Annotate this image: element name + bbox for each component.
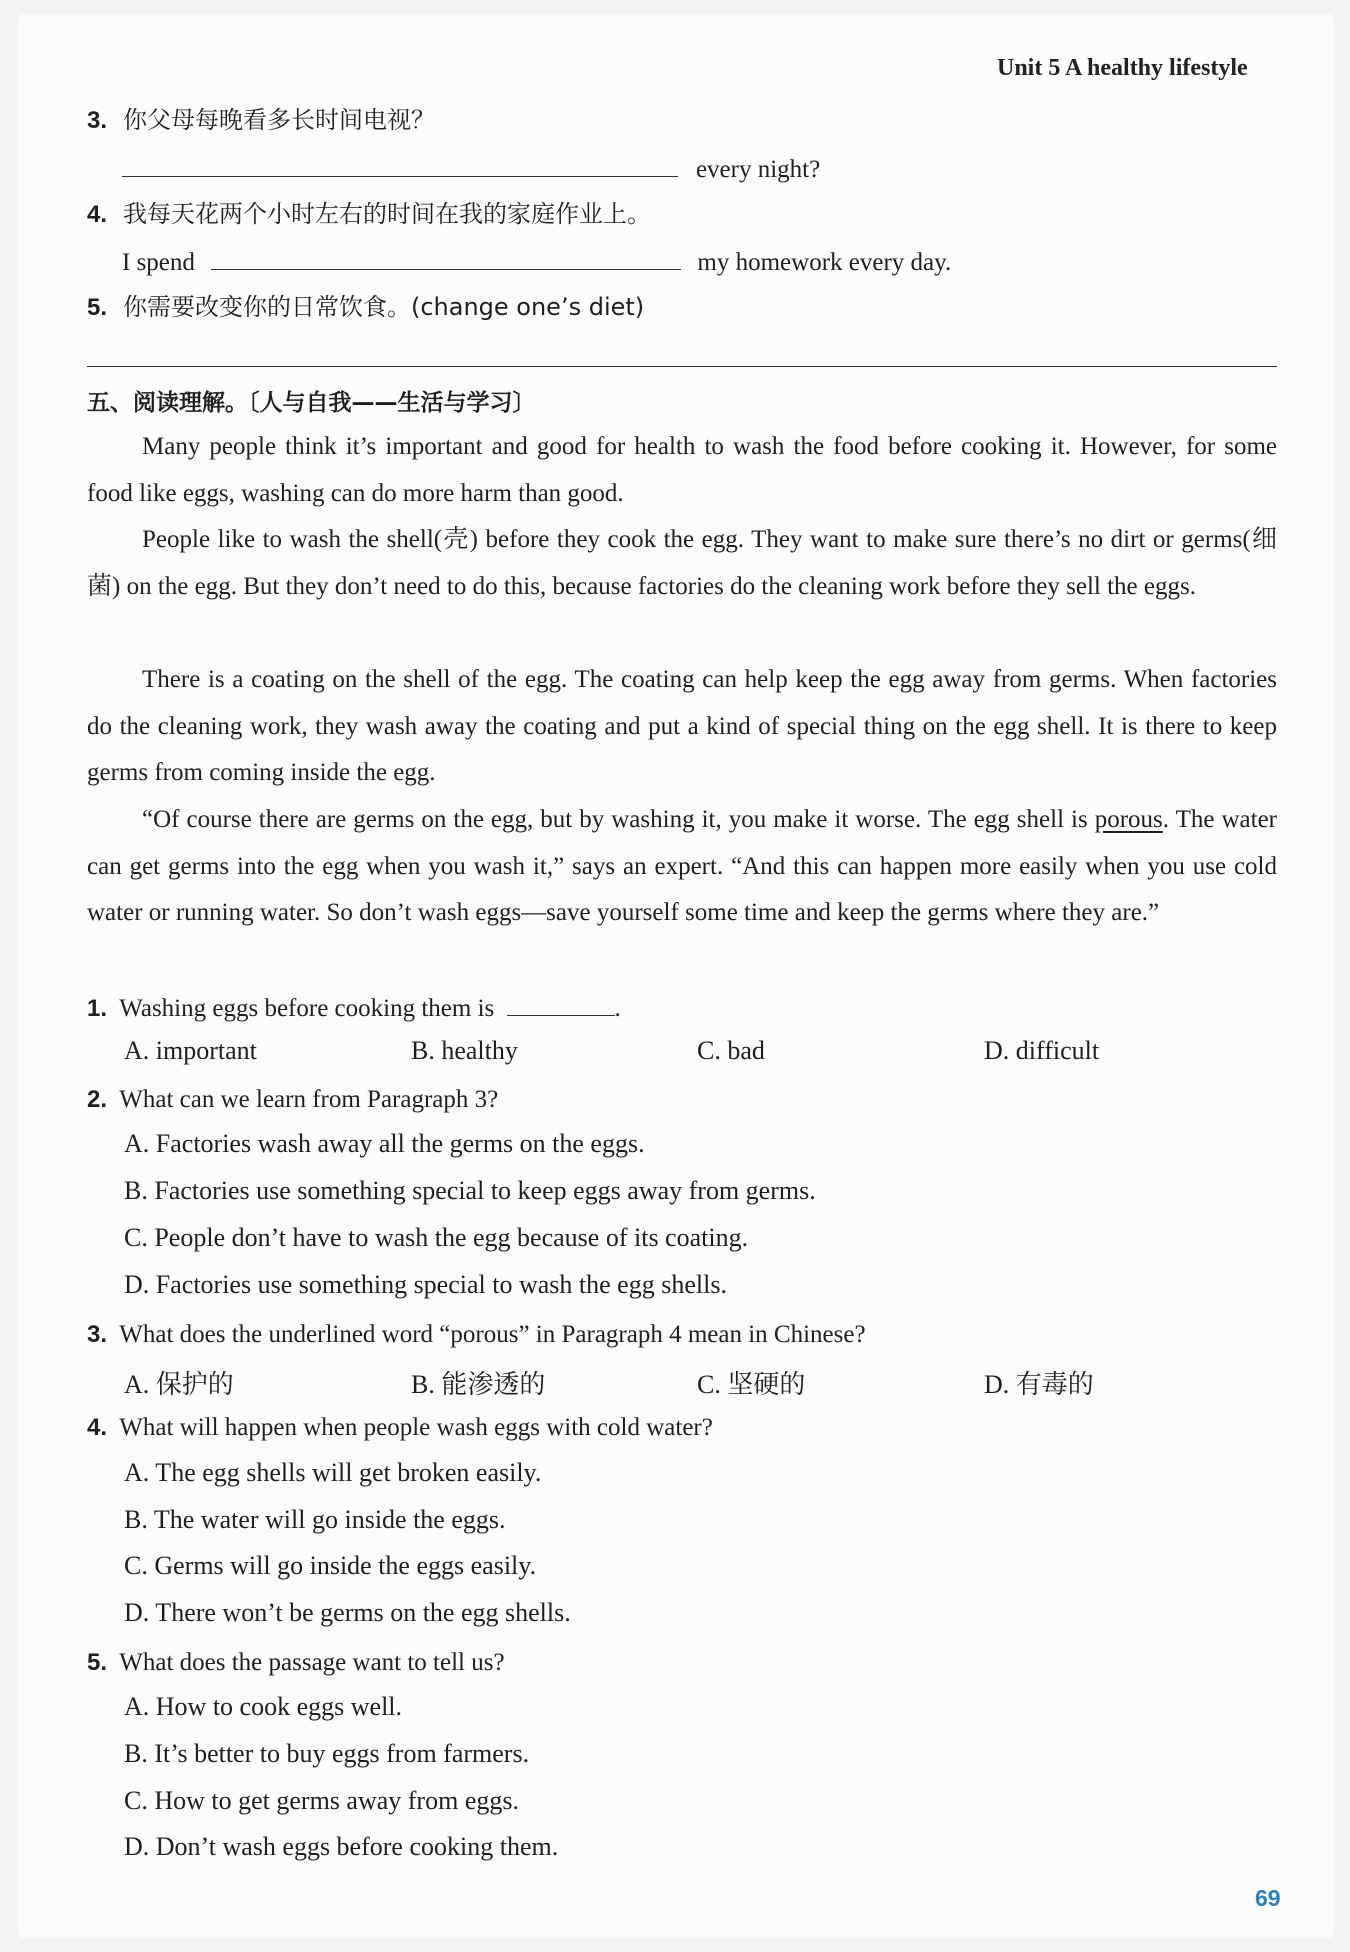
option-b[interactable]: B. It’s better to buy eggs from farmers.	[124, 1739, 530, 1768]
option-a[interactable]: A. 保护的	[124, 1370, 234, 1399]
option-a[interactable]: A. The egg shells will get broken easily.	[124, 1458, 542, 1487]
option-a[interactable]: A. important	[124, 1036, 257, 1065]
question-3	[87, 1317, 866, 1353]
question-stem: Washing eggs before cooking them is	[119, 995, 495, 1022]
question-number: 4.	[87, 1414, 108, 1441]
answer-blank[interactable]	[507, 989, 615, 1016]
question-5	[87, 1645, 505, 1681]
translation-item-3	[87, 102, 435, 139]
option-c[interactable]: C. bad	[697, 1036, 765, 1065]
passage-paragraph-2: People like to wash the shell(壳) before they cook the egg. They want to make sure there’s no dirt or germs(细菌) on the egg. But they don’t need to do this, because factories do the cleaning work before they sell the eggs.	[87, 526, 1277, 600]
underlined-word: porous	[1094, 806, 1163, 833]
option-d[interactable]: D. 有毒的	[984, 1370, 1094, 1399]
stem-period: .	[614, 995, 621, 1022]
answer-head: I spend	[122, 249, 195, 276]
question-4	[87, 1410, 713, 1446]
question-number: 1.	[87, 995, 108, 1022]
question-stem: What does the underlined word “porous” in Paragraph 4 mean in Chinese?	[119, 1321, 866, 1348]
passage-paragraph-1: Many people think it’s important and good for health to wash the food before cooking it. However, for some food like eggs, washing can do more harm than good.	[87, 433, 1277, 507]
question-number: 5.	[87, 294, 108, 321]
option-c[interactable]: C. Germs will go inside the eggs easily.	[124, 1551, 537, 1580]
answer-tail: my homework every day.	[697, 249, 952, 276]
translation-answer-3	[122, 150, 820, 188]
option-c[interactable]: C. 坚硬的	[697, 1370, 806, 1399]
section-title: 五、阅读理解。〔人与自我——生活与学习〕	[87, 390, 536, 416]
question-number: 3.	[87, 1321, 108, 1348]
answer-blank-full-line[interactable]	[87, 366, 1277, 367]
option-b[interactable]: B. Factories use something special to keep eggs away from germs.	[124, 1176, 816, 1205]
question-stem: What does the passage want to tell us?	[119, 1649, 505, 1676]
question-number: 2.	[87, 1086, 108, 1113]
question-stem: What will happen when people wash eggs with cold water?	[119, 1414, 713, 1441]
passage-paragraph-4: “Of course there are germs on the egg, but by washing it, you make it worse. The egg shell is porous. The water can get germs into the egg when you wash it,” says an expert. “And this can happen more easily when you use cold water or running water. So don’t wash eggs—save yourself some time and keep the germs where they are.”	[87, 806, 1278, 926]
option-c[interactable]: C. People don’t have to wash the egg because of its coating.	[124, 1223, 749, 1252]
question-1	[87, 989, 621, 1027]
chinese-sentence: 我每天花两个小时左右的时间在我的家庭作业上。	[122, 200, 651, 228]
page-number: 69	[1255, 1885, 1281, 1911]
answer-tail: every night?	[695, 156, 821, 183]
chinese-sentence: 你需要改变你的日常饮食。(change one’s diet)	[122, 293, 645, 321]
chinese-sentence: 你父母每晚看多长时间电视？	[122, 106, 435, 134]
answer-blank[interactable]	[211, 243, 681, 270]
option-b[interactable]: B. The water will go inside the eggs.	[124, 1505, 506, 1534]
option-d[interactable]: D. Factories use something special to wash the egg shells.	[124, 1270, 727, 1299]
question-number: 5.	[87, 1649, 108, 1676]
unit-header: Unit 5 A healthy lifestyle	[997, 55, 1248, 81]
option-d[interactable]: D. There won’t be germs on the egg shells.	[124, 1598, 571, 1627]
question-stem: What can we learn from Paragraph 3?	[119, 1086, 499, 1113]
option-c[interactable]: C. How to get germs away from eggs.	[124, 1786, 519, 1815]
option-d[interactable]: D. Don’t wash eggs before cooking them.	[124, 1832, 559, 1861]
option-b[interactable]: B. 能渗透的	[411, 1370, 546, 1399]
passage-paragraph-3: There is a coating on the shell of the egg. The coating can help keep the egg away from germs. When factories do the cleaning work, they wash away the coating and put a kind of special thing on the egg shell. It is there to keep germs from coming inside the egg.	[87, 666, 1277, 786]
translation-item-4	[87, 196, 651, 233]
question-number: 3.	[87, 107, 108, 134]
option-d[interactable]: D. difficult	[984, 1036, 1100, 1065]
translation-item-5	[87, 289, 644, 326]
question-number: 4.	[87, 201, 108, 228]
option-b[interactable]: B. healthy	[411, 1036, 518, 1065]
answer-blank[interactable]	[122, 150, 678, 177]
question-2	[87, 1082, 498, 1118]
option-a[interactable]: A. Factories wash away all the germs on the eggs.	[124, 1129, 645, 1158]
translation-answer-4	[122, 243, 951, 281]
option-a[interactable]: A. How to cook eggs well.	[124, 1692, 403, 1721]
